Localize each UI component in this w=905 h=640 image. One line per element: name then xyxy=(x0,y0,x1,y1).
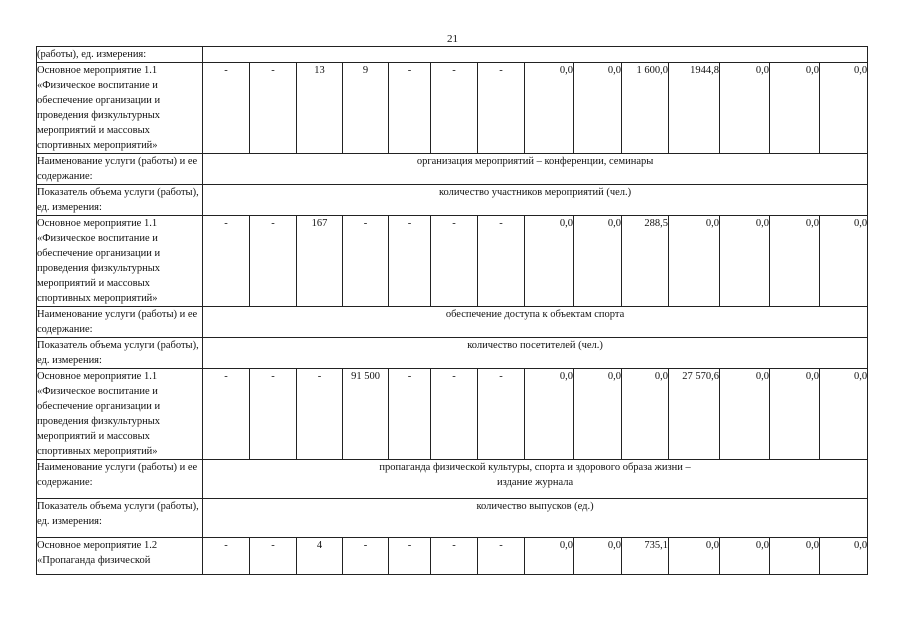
value-cell: 0,0 xyxy=(820,216,868,307)
value-cell: - xyxy=(431,63,478,154)
value-cell: - xyxy=(203,216,250,307)
value-cell: - xyxy=(478,216,525,307)
value-cell: 13 xyxy=(297,63,343,154)
value-cell: 0,0 xyxy=(525,216,574,307)
service-row xyxy=(37,460,868,499)
value-cell: - xyxy=(250,63,297,154)
value-cell: - xyxy=(389,63,431,154)
value-cell: 735,1 xyxy=(622,538,669,575)
description-line: количество посетителей (чел.) xyxy=(467,340,603,351)
value-cell: 0,0 xyxy=(574,216,622,307)
value-cell: 0,0 xyxy=(770,538,820,575)
value-cell: - xyxy=(203,63,250,154)
value-cell: 167 xyxy=(297,216,343,307)
value-cell: 27 570,6 xyxy=(669,369,720,460)
activity-row xyxy=(37,216,868,307)
value-cell: 0,0 xyxy=(525,369,574,460)
value-cell: - xyxy=(203,538,250,575)
value-cell: - xyxy=(250,216,297,307)
indicator-row-text xyxy=(203,185,868,216)
activity-label: Основное мероприятие 1.1 «Физическое воспитание и обеспечение организации и проведения физкультурных мероприятий и массовых спортивных мероприятий» xyxy=(37,63,203,154)
service-name-label: Наименование услуги (работы) и ее содержание: xyxy=(37,307,203,338)
value-cell: 0,0 xyxy=(820,63,868,154)
service-name-label: Наименование услуги (работы) и ее содержание: xyxy=(37,460,203,499)
header-continuation-row xyxy=(37,47,868,63)
service-row-text xyxy=(203,307,868,338)
activity-label: Основное мероприятие 1.1 «Физическое воспитание и обеспечение организации и проведения физкультурных мероприятий и массовых спортивных мероприятий» xyxy=(37,216,203,307)
value-cell: - xyxy=(478,63,525,154)
value-cell: 0,0 xyxy=(820,538,868,575)
indicator-row-text xyxy=(203,338,868,369)
value-cell: 1944,8 xyxy=(669,63,720,154)
value-cell: 288,5 xyxy=(622,216,669,307)
indicator-label: Показатель объема услуги (работы), ед. измерения: xyxy=(37,185,203,216)
value-cell: 0,0 xyxy=(770,369,820,460)
activity-label: Основное мероприятие 1.2 «Пропаганда физической xyxy=(37,538,203,575)
description-line: обеспечение доступа к объектам спорта xyxy=(445,309,625,320)
value-cell: 91 500 xyxy=(343,369,389,460)
value-cell: - xyxy=(203,369,250,460)
value-cell: 0,0 xyxy=(820,369,868,460)
indicator-label: Показатель объема услуги (работы), ед. измерения: xyxy=(37,499,203,538)
value-cell: - xyxy=(389,216,431,307)
indicator-label: Показатель объема услуги (работы), ед. измерения: xyxy=(37,338,203,369)
value-cell: - xyxy=(343,538,389,575)
header-row-empty xyxy=(203,47,868,63)
description-line: количество участников мероприятий (чел.) xyxy=(438,187,632,198)
value-cell: - xyxy=(478,538,525,575)
value-cell: - xyxy=(297,369,343,460)
value-cell: 0,0 xyxy=(669,538,720,575)
description-line: организация мероприятий – конференции, семинары xyxy=(416,156,654,167)
value-cell: 1 600,0 xyxy=(622,63,669,154)
value-cell: 0,0 xyxy=(525,538,574,575)
value-cell: - xyxy=(250,538,297,575)
value-cell: 0,0 xyxy=(770,63,820,154)
indicator-row-text xyxy=(203,499,868,538)
header-row-label: (работы), ед. измерения: xyxy=(37,47,203,63)
service-row-text xyxy=(203,460,868,499)
activity-row xyxy=(37,369,868,460)
value-cell: - xyxy=(250,369,297,460)
value-cell: - xyxy=(431,369,478,460)
value-cell: 0,0 xyxy=(574,63,622,154)
value-cell: 0,0 xyxy=(720,63,770,154)
value-cell: 0,0 xyxy=(720,369,770,460)
activity-row xyxy=(37,538,868,575)
service-row xyxy=(37,307,868,338)
service-row-text xyxy=(203,154,868,185)
value-cell: 9 xyxy=(343,63,389,154)
value-cell: 0,0 xyxy=(525,63,574,154)
service-name-label: Наименование услуги (работы) и ее содержание: xyxy=(37,154,203,185)
description-line: пропаганда физической культуры, спорта и здорового образа жизни – xyxy=(379,462,691,473)
value-cell: 0,0 xyxy=(720,538,770,575)
description-line: количество выпусков (ед.) xyxy=(476,501,594,512)
indicator-row xyxy=(37,499,868,538)
page-number: 21 xyxy=(447,33,458,45)
value-cell: 4 xyxy=(297,538,343,575)
indicator-row xyxy=(37,338,868,369)
value-cell: - xyxy=(343,216,389,307)
description-line: издание журнала xyxy=(496,477,574,488)
activity-row xyxy=(37,63,868,154)
value-cell: - xyxy=(478,369,525,460)
activity-label: Основное мероприятие 1.1 «Физическое воспитание и обеспечение организации и проведения физкультурных мероприятий и массовых спортивных мероприятий» xyxy=(37,369,203,460)
value-cell: 0,0 xyxy=(574,538,622,575)
service-row xyxy=(37,154,868,185)
value-cell: 0,0 xyxy=(669,216,720,307)
value-cell: 0,0 xyxy=(622,369,669,460)
services-table xyxy=(36,46,868,575)
value-cell: 0,0 xyxy=(720,216,770,307)
value-cell: - xyxy=(389,369,431,460)
indicator-row xyxy=(37,185,868,216)
value-cell: - xyxy=(389,538,431,575)
value-cell: - xyxy=(431,216,478,307)
value-cell: 0,0 xyxy=(574,369,622,460)
value-cell: 0,0 xyxy=(770,216,820,307)
value-cell: - xyxy=(431,538,478,575)
